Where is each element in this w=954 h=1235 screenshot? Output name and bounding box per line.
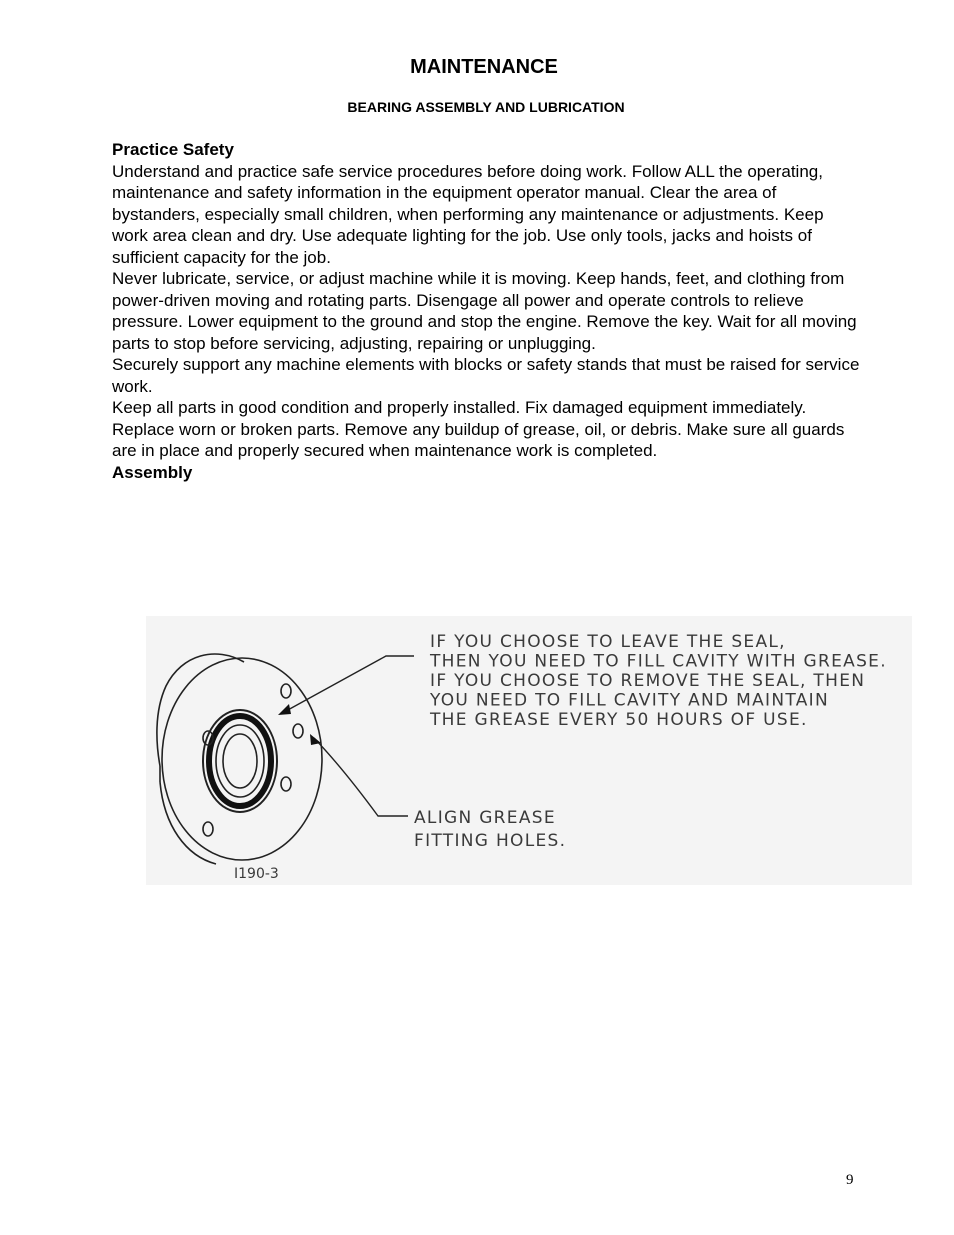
body-text [112,139,864,483]
callout-seal-line: THE GREASE EVERY 50 HOURS OF USE. [430,710,808,730]
page-number: 9 [846,1172,854,1188]
callout-seal-line: IF YOU CHOOSE TO REMOVE THE SEAL, THEN [430,671,866,691]
paragraph: Understand and practice safe service procedures before doing work. Follow ALL the operating, maintenance and safety information in the equipment operator manual. Clear the area of bystanders, especially small children, when performing any maintenance or adjustments. Keep work area clean and dry. Use adequate lighting for the job. Use only tools, jacks and hoists of sufficient capacity for the job. [112,161,824,267]
paragraph: Keep all parts in good condition and properly installed. Fix damaged equipment immediately. Replace worn or broken parts. Remove any buildup of grease, oil, or debris. Make sure all guards are in place and properly secured when maintenance work is completed. [112,398,845,460]
paragraph: Never lubricate, service, or adjust machine while it is moving. Keep hands, feet, and clothing from power-driven moving and rotating parts. Disengage all power and operate controls to relieve pressure. Lower equipment to the ground and stop the engine. Remove the key. Wait for all moving parts to stop before servicing, adjusting, repairing or unplugging. [112,269,857,353]
callout-align-line: FITTING HOLES. [414,831,567,851]
figure-id: I190-3 [234,866,279,882]
callout-seal-line: IF YOU CHOOSE TO LEAVE THE SEAL, [430,632,786,652]
bearing-figure [146,616,912,885]
bearing-housing-drawing [157,654,322,864]
arrow-icon [278,704,291,715]
callout-seal-line: YOU NEED TO FILL CAVITY AND MAINTAIN [430,690,830,711]
safety-heading: Practice Safety [112,140,234,159]
callout-align-line: ALIGN GREASE [414,808,556,828]
leader-lines [286,656,414,816]
assembly-heading: Assembly [112,462,193,482]
bearing-diagram [146,616,912,885]
page-subtitle: BEARING ASSEMBLY AND LUBRICATION [347,99,625,115]
callout-seal-line: THEN YOU NEED TO FILL CAVITY WITH GREASE. [430,651,887,672]
page-title: MAINTENANCE [410,56,558,78]
paragraph: Securely support any machine elements with blocks or safety stands that must be raised for service work. [112,355,860,396]
